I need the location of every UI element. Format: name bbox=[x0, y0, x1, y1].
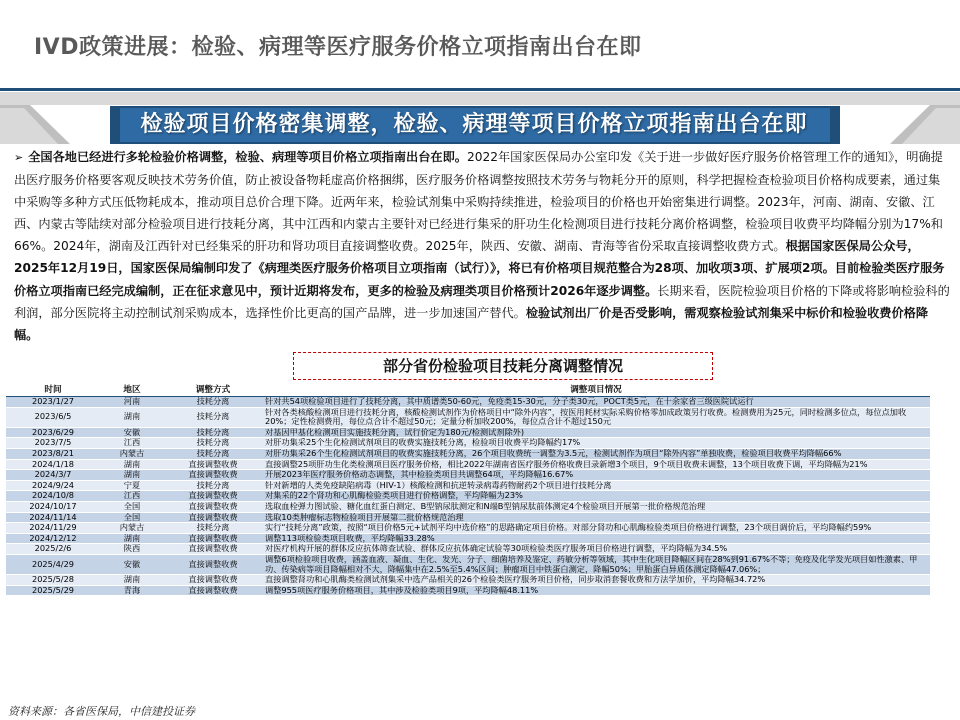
cell-details: 对医疗机构开展的群体反应抗体筛查试验、群体反应抗体确定试验等30项检验类医疗服务项目价格进行调整，平均降幅为34.5% bbox=[262, 544, 930, 555]
table-row bbox=[6, 448, 930, 459]
cell-date: 2024/10/17 bbox=[6, 501, 100, 512]
cell-method: 直接调整收费 bbox=[164, 512, 262, 523]
cell-region: 内蒙古 bbox=[100, 448, 164, 459]
cell-details: 实行“技耗分离”政策，按照“项目价格5元+试剂平均中选价格”的思路确定项目价格。对部分肾功和心肌酶检验类项目价格进行调整，23个项目调价后，平均降幅约59% bbox=[262, 523, 930, 534]
cell-details: 对肝功集采26个生化检测试剂项目的收费实施技耗分离，26个项目收费统一调整为3.5元，检测试剂作为项目“除外内容”单独收费，检验项目收费平均降幅66% bbox=[262, 448, 930, 459]
cell-method: 直接调整收费 bbox=[164, 575, 262, 586]
cell-date: 2023/6/29 bbox=[6, 427, 100, 438]
summary-paragraph bbox=[14, 146, 950, 346]
cell-region: 全国 bbox=[100, 501, 164, 512]
table-row bbox=[6, 501, 930, 512]
table-row bbox=[6, 544, 930, 555]
cell-region: 江西 bbox=[100, 438, 164, 449]
cell-date: 2023/6/5 bbox=[6, 407, 100, 427]
table-row bbox=[6, 512, 930, 523]
table-header-row bbox=[6, 386, 930, 397]
cell-method: 技耗分离 bbox=[164, 407, 262, 427]
cell-method: 直接调整收费 bbox=[164, 459, 262, 470]
section-banner: 检验项目价格密集调整，检验、病理等项目价格立项指南出台在即 bbox=[140, 112, 808, 137]
cell-details: 针对新增的人类免疫缺陷病毒（HIV-1）核酸检测和抗逆转录病毒药物耐药2个项目进行技耗分离 bbox=[262, 480, 930, 491]
header-region: 地区 bbox=[100, 386, 164, 397]
cell-region: 河南 bbox=[100, 397, 164, 408]
price-adjustment-table bbox=[6, 386, 930, 596]
cell-region: 湖南 bbox=[100, 459, 164, 470]
header-date: 时间 bbox=[6, 386, 100, 397]
cell-details: 针对共54项检验项目进行了技耗分离，其中质谱类50-60元，免疫类15-30元，分子类30元，POCT类5元，在十余家省三级医院试运行 bbox=[262, 397, 930, 408]
cell-details: 选取血栓弹力图试验、糖化血红蛋白测定、B型钠尿肽测定和N端B型钠尿肽前体测定4个检验项目开展第一批价格规范治理 bbox=[262, 501, 930, 512]
cell-date: 2025/5/29 bbox=[6, 585, 100, 596]
cell-method: 直接调整收费 bbox=[164, 544, 262, 555]
bullet-arrow-icon: ➢ bbox=[14, 151, 24, 164]
cell-region: 湖南 bbox=[100, 470, 164, 481]
cell-region: 湖南 bbox=[100, 407, 164, 427]
table-row bbox=[6, 427, 930, 438]
table-row bbox=[6, 554, 930, 574]
table-title: 部分省份检验项目技耗分离调整情况 bbox=[382, 357, 623, 375]
table-row bbox=[6, 397, 930, 408]
cell-method: 技耗分离 bbox=[164, 448, 262, 459]
cell-method: 技耗分离 bbox=[164, 427, 262, 438]
table-row bbox=[6, 480, 930, 491]
page-title: IVD政策进展：检验、病理等医疗服务价格立项指南出台在即 bbox=[34, 35, 642, 60]
conclusion-text: 检验试剂出厂价是否受影响，需观察检验试剂集采中标价和检验收费价格降幅。 bbox=[14, 305, 929, 342]
header-method: 调整方式 bbox=[164, 386, 262, 397]
table-row bbox=[6, 575, 930, 586]
cell-details: 对肝功集采25个生化检测试剂项目的收费实施技耗分离，检验项目收费平均降幅约17% bbox=[262, 438, 930, 449]
cell-method: 直接调整收费 bbox=[164, 585, 262, 596]
cell-details: 调整6项检验项目收费，涵盖血液、凝血、生化、发光、分子、细菌培养及鉴定、药敏分析等领域，其中生化项目降幅区间在28%到91.67%不等；免疫及化学发光项目如性激素、甲功、传染病等项目降幅相对不大，降幅集中在2.5%至5.4%区间；肿瘤项目中铁蛋白测定，降幅50%；甲胎蛋白异质体测定降幅47.06%； bbox=[262, 554, 930, 574]
policy-background-text: 2022年国家医保局办公室印发《关于进一步做好医疗服务价格管理工作的通知》，明确提出医疗服务价格要客观反映技术劳务价值，防止被设备物耗虚高价格捆绑，医疗服务价格调整按照技术劳务与物耗分开的原则，科学把握检查检验项目价格构成要素，通过集中采购等多种方式压低物耗成本，推动项目总价合理下降。近两年来，检验试剂集中采购持续推进，检验项目的价格也开始密集进行调整。2023年，河南、湖南、安徽、江西、内蒙古等陆续对部分检验项目进行技耗分离，其中江西和内蒙古主要针对已经进行集采的肝功生化检测项目进行技耗分离价格调整，检验项目收费平均降幅分别为17%和66%。2024年，湖南及江西针对已经集采的肝功和肾功项目直接调整收费。2025年，陕西、安徽、湖南、青海等省份采取直接调整收费方式。 bbox=[14, 150, 943, 254]
table-row bbox=[6, 533, 930, 544]
cell-details: 选取10类肿瘤标志物检验项目开展第二批价格规范治理 bbox=[262, 512, 930, 523]
cell-region: 湖南 bbox=[100, 533, 164, 544]
cell-region: 江西 bbox=[100, 491, 164, 502]
lead-statement: 全国各地已经进行多轮检验价格调整，检验、病理等项目价格立项指南出台在即。 bbox=[28, 150, 467, 164]
table-row bbox=[6, 491, 930, 502]
cell-date: 2023/7/5 bbox=[6, 438, 100, 449]
cell-date: 2023/1/27 bbox=[6, 397, 100, 408]
cell-region: 陕西 bbox=[100, 544, 164, 555]
cell-region: 安徽 bbox=[100, 554, 164, 574]
cell-date: 2024/10/8 bbox=[6, 491, 100, 502]
table-row bbox=[6, 585, 930, 596]
cell-method: 直接调整收费 bbox=[164, 470, 262, 481]
cell-method: 技耗分离 bbox=[164, 397, 262, 408]
cell-region: 湖南 bbox=[100, 575, 164, 586]
cell-method: 直接调整收费 bbox=[164, 491, 262, 502]
cell-details: 调整113项检验类项目收费，平均降幅33.28% bbox=[262, 533, 930, 544]
cell-date: 2024/1/18 bbox=[6, 459, 100, 470]
cell-method: 直接调整收费 bbox=[164, 533, 262, 544]
cell-date: 2024/11/29 bbox=[6, 523, 100, 534]
cell-details: 对集采的22个肾功和心肌酶检验类项目进行价格调整，平均降幅为23% bbox=[262, 491, 930, 502]
table-body bbox=[6, 397, 930, 596]
table-row bbox=[6, 407, 930, 427]
cell-region: 内蒙古 bbox=[100, 523, 164, 534]
table-row bbox=[6, 523, 930, 534]
table-row bbox=[6, 459, 930, 470]
cell-region: 全国 bbox=[100, 512, 164, 523]
guideline-news-text: 根据国家医保局公众号，2025年12月19日，国家医保局编制印发了《病理类医疗服务价格项目立项指南（试行）》，将已有价格项目规范整合为28项、加收项3项、扩展项2项。目前检验类医疗服务价格立项指南已经完成编制，正在征求意见中，预计近期将发布，更多的检验及病理类项目价格预计2026年逐步调整。 bbox=[14, 239, 945, 298]
cell-details: 调整955项医疗服务价格项目，其中涉及检验类项目9项，平均降幅48.11% bbox=[262, 585, 930, 596]
cell-method: 直接调整收费 bbox=[164, 554, 262, 574]
cell-date: 2024/11/14 bbox=[6, 512, 100, 523]
cell-region: 安徽 bbox=[100, 427, 164, 438]
cell-details: 对基因甲基化检测项目实施技耗分离，试行价定为180元/检测试剂除外) bbox=[262, 427, 930, 438]
cell-details: 直接调整25项肝功生化类检测项目医疗服务价格，相比2022年湖南省医疗服务价格收费目录新增3个项目，9个项目收费未调整，13个项目收费下调，平均降幅为21% bbox=[262, 459, 930, 470]
cell-details: 开展2023年医疗服务价格动态调整，其中检验类项目共调整64项，平均降幅16.67% bbox=[262, 470, 930, 481]
cell-method: 技耗分离 bbox=[164, 523, 262, 534]
cell-method: 技耗分离 bbox=[164, 438, 262, 449]
source-note: 资料来源：各省医保局，中信建投证券 bbox=[8, 705, 195, 718]
cell-method: 直接调整收费 bbox=[164, 501, 262, 512]
cell-region: 青海 bbox=[100, 585, 164, 596]
cell-date: 2024/9/24 bbox=[6, 480, 100, 491]
cell-method: 技耗分离 bbox=[164, 480, 262, 491]
header-details: 调整项目情况 bbox=[262, 386, 930, 397]
cell-date: 2023/8/21 bbox=[6, 448, 100, 459]
cell-date: 2025/5/28 bbox=[6, 575, 100, 586]
table-row bbox=[6, 470, 930, 481]
table-row bbox=[6, 438, 930, 449]
cell-date: 2025/4/29 bbox=[6, 554, 100, 574]
cell-date: 2024/3/7 bbox=[6, 470, 100, 481]
long-term-outlook-text: 长期来看，医院检验项目价格的下降或将影响检验科的利润，部分医院将主动控制试剂采购成本，选择性价比更高的国产品牌，进一步加速国产替代。 bbox=[14, 283, 950, 320]
cell-details: 针对各类核酸检测项目进行技耗分离，核酸检测试剂作为价格项目中“除外内容”，按医用耗材实际采购价格零加成政策另行收费。检测费用为25元，同时检测多位点，每位点加收20%；定性检测费用，每位点合计不超过50元；定量分析加收200%，每位点合计不超过150元 bbox=[262, 407, 930, 427]
cell-region: 宁夏 bbox=[100, 480, 164, 491]
cell-date: 2025/2/6 bbox=[6, 544, 100, 555]
cell-date: 2024/12/12 bbox=[6, 533, 100, 544]
cell-details: 直接调整肾功和心肌酶类检测试剂集采中选产品相关的26个检验类医疗服务项目价格，同步取消套餐收费和方法学加价，平均降幅34.72% bbox=[262, 575, 930, 586]
